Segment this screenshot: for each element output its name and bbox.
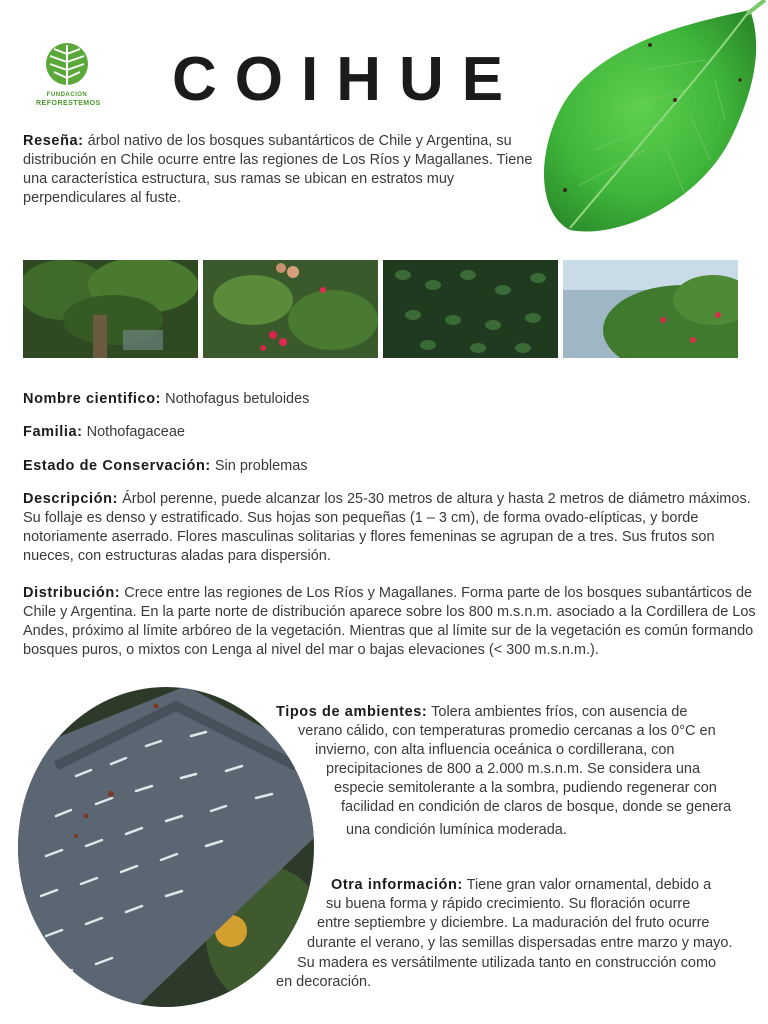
environment-line-7: una condición lumínica moderada. bbox=[346, 822, 567, 838]
logo-line-2: REFORESTEMOS bbox=[36, 100, 101, 107]
environment-label: Tipos de ambientes: bbox=[276, 704, 428, 720]
environment-line-1 bbox=[276, 703, 687, 722]
leaf-image bbox=[525, 0, 768, 236]
coast-photo bbox=[563, 260, 738, 358]
distribution-label: Distribución: bbox=[23, 585, 121, 601]
environment-line-4: precipitaciones de 800 a 2.000 m.s.n.m. Se considera una bbox=[326, 761, 701, 777]
distribution-paragraph bbox=[23, 584, 758, 660]
description-paragraph bbox=[23, 490, 758, 566]
environment-line-2: verano cálido, con temperaturas promedio cercanas a los 0°C en bbox=[298, 723, 716, 739]
conservation-label: Estado de Conservación: bbox=[23, 458, 211, 474]
other-info-line-5: Su madera es versátilmente utilizada tanto en construcción como bbox=[297, 955, 717, 971]
distribution-text: Crece entre las regiones de Los Ríos y Magallanes. Forma parte de los bosques subantárticos de Chile y Argentina. En la parte norte de distribución aparece sobre los 800 m.s.n.m. asociado a la Cordillera de Los Andes, próximo al límite arbóreo de la vegetación. Mientras que al límite sur de la vegetación es común formando bosques puros, o mixtos con Lenga al nivel del mar o bajas elevaciones (< 300 m.s.n.m.). bbox=[23, 585, 756, 658]
scientific-name-field bbox=[23, 390, 309, 409]
description-text: Árbol perenne, puede alcanzar los 25-30 metros de altura y hasta 2 metros de diámetro máximos. Su follaje es denso y estratificado. Sus hojas son pequeñas (1 – 3 cm), de forma ovado-elípticas, y borde notoriamente aserrado. Flores masculinas solitarias y flores femeninas se agrupan de a tres. Sus frutos son nueces, con estructuras aladas para dispersión. bbox=[23, 491, 751, 564]
conservation-field bbox=[23, 457, 308, 476]
family-label: Familia: bbox=[23, 424, 83, 440]
resena-text: árbol nativo de los bosques subantárticos de Chile y Argentina, su distribución en Chile ocurre entre las regiones de Los Ríos y Magallanes. Tiene una característica estructura, sus ramas se ubican en estratos muy perpendiculares al fuste. bbox=[23, 133, 533, 206]
conservation-value: Sin problemas bbox=[214, 458, 308, 474]
page-title: COIHUE bbox=[172, 45, 522, 114]
foundation-logo bbox=[36, 40, 101, 112]
resena-label: Reseña: bbox=[23, 133, 84, 149]
leaf-logo-icon bbox=[36, 40, 98, 90]
scientific-name-value: Nothofagus betuloides bbox=[165, 391, 310, 407]
family-value: Nothofagaceae bbox=[86, 424, 185, 440]
other-info-label: Otra información: bbox=[331, 877, 463, 893]
logo-line-1: FUNDACION bbox=[46, 92, 88, 98]
description-label: Descripción: bbox=[23, 491, 119, 507]
environment-text-1: Tolera ambientes fríos, con ausencia de bbox=[431, 704, 688, 720]
foliage-photo bbox=[383, 260, 558, 358]
bark-image bbox=[16, 686, 316, 1008]
environment-line-5: especie semitolerante a la sombra, pudiendo regenerar con bbox=[334, 780, 717, 796]
family-field bbox=[23, 423, 185, 442]
flower-photo bbox=[203, 260, 378, 358]
environment-line-3: invierno, con alta influencia oceánica o cordillerana, con bbox=[315, 742, 675, 758]
environment-line-6: facilidad en condición de claros de bosque, donde se genera bbox=[341, 799, 732, 815]
other-info-line-3: entre septiembre y diciembre. La maduración del fruto ocurre bbox=[317, 915, 710, 931]
tree-photo bbox=[23, 260, 198, 358]
other-info-text-1: Tiene gran valor ornamental, debido a bbox=[466, 877, 712, 893]
other-info-line-1 bbox=[331, 876, 711, 895]
scientific-name-label: Nombre cientifico: bbox=[23, 391, 162, 407]
resena-paragraph bbox=[23, 132, 543, 208]
other-info-line-4: durante el verano, y las semillas dispersadas entre marzo y mayo. bbox=[307, 935, 733, 951]
other-info-line-6: en decoración. bbox=[276, 974, 372, 990]
other-info-line-2: su buena forma y rápido crecimiento. Su floración ocurre bbox=[326, 896, 691, 912]
